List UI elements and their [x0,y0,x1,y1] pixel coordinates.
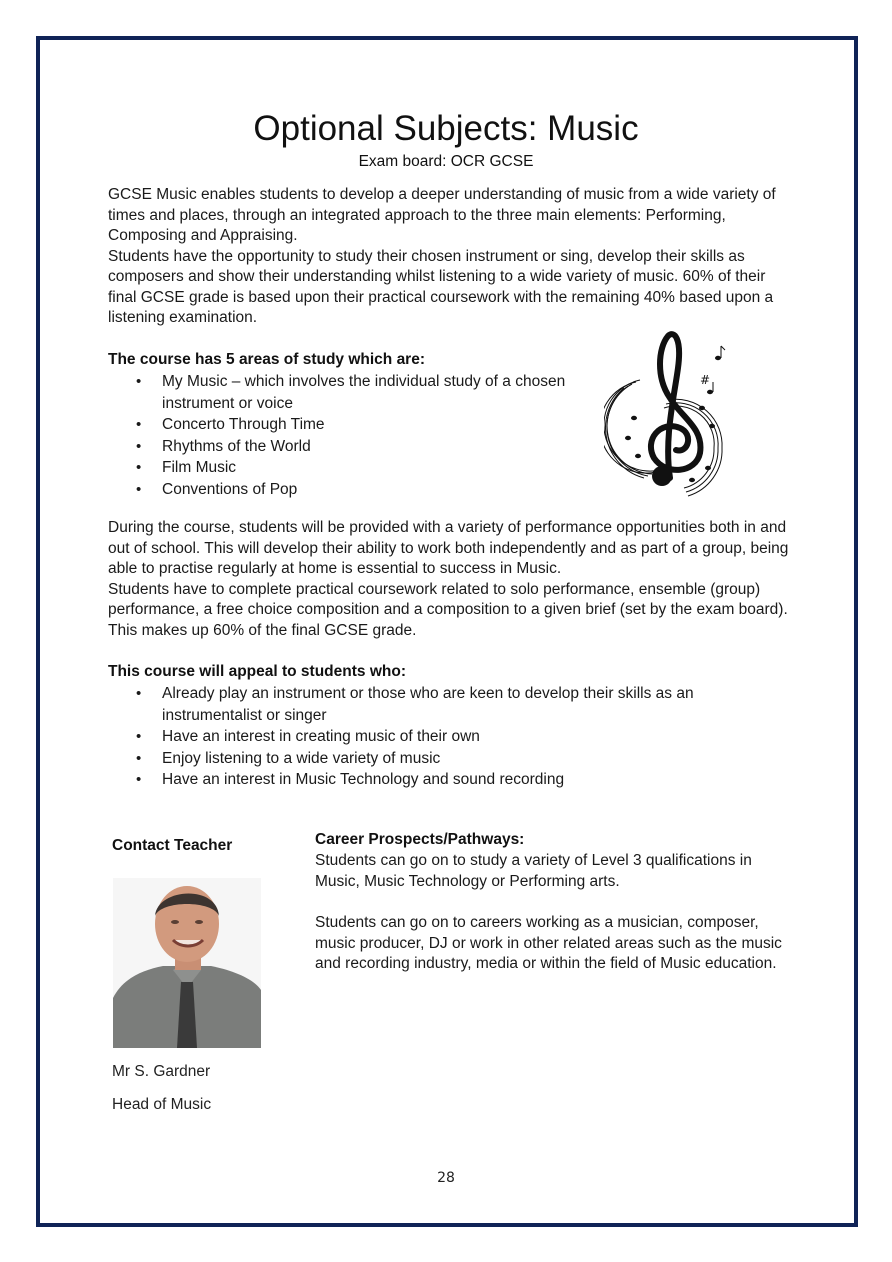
intro-section [108,185,798,329]
course-details-section [108,518,798,641]
list-item: • Already play an instrument or those who are keen to develop their skills as an instrumentalist or singer [108,683,758,726]
list-item: • Enjoy listening to a wide variety of music [108,748,758,770]
course-details-paragraph: During the course, students will be provided with a variety of performance opportunities both in and out of school. This will develop their ability to work both independently and as part of a group, being able to practise regularly at home is essential to success in Music. [108,519,789,577]
career-text: Students can go on to careers working as a musician, composer, music producer, DJ or work in other related areas such as the music and recording industry, media or within the field of Music education. [315,914,782,972]
list-item: • Rhythms of the World [108,436,598,458]
teacher-portrait-icon [113,878,261,1048]
list-item: • Have an interest in Music Technology and sound recording [108,769,758,791]
page-title: Optional Subjects: Music [253,109,639,148]
list-item: • Have an interest in creating music of their own [108,726,758,748]
treble-clef-icon [604,328,734,498]
intro-paragraph: GCSE Music enables students to develop a deeper understanding of music from a wide variety of times and places, through an integrated approach to the three main elements: Performing, Composing and Appraising. [108,186,776,244]
contact-teacher-heading: Contact Teacher [112,837,233,854]
appeal-heading: This course will appeal to students who: [108,663,406,680]
career-paragraph [315,851,795,892]
areas-of-study-heading: The course has 5 areas of study which are: [108,351,426,368]
career-heading: Career Prospects/Pathways: [315,831,525,848]
list-item: • Concerto Through Time [108,414,598,436]
intro-paragraph: Students have the opportunity to study their chosen instrument or sing, develop their skills as composers and show their understanding whilst listening to a wide variety of music. 60% of their final GCSE grade is based upon their practical coursework with the remaining 40% based upon a listening examination. [108,247,774,326]
teacher-name: Mr S. Gardner [112,1063,211,1080]
areas-of-study-list [108,371,598,500]
teacher-role: Head of Music [112,1096,212,1113]
list-item: • Film Music [108,457,598,479]
list-item: • My Music – which involves the individual study of a chosen instrument or voice [108,371,598,414]
exam-board: Exam board: OCR GCSE [358,153,534,170]
course-details-paragraph: Students have to complete practical coursework related to solo performance, ensemble (group) performance, a free choice composition and a composition to a given brief (set by the exam board). This makes up 60% of the final GCSE grade. [108,580,788,639]
teacher-photo [113,878,261,1048]
career-paragraph [315,913,795,975]
appeal-list [108,683,758,791]
page-number: 28 [437,1170,455,1186]
list-item: • Conventions of Pop [108,479,598,501]
career-text: Students can go on to study a variety of Level 3 qualifications in Music, Music Technology or Performing arts. [315,852,752,890]
svg-text:#: # [700,373,711,387]
